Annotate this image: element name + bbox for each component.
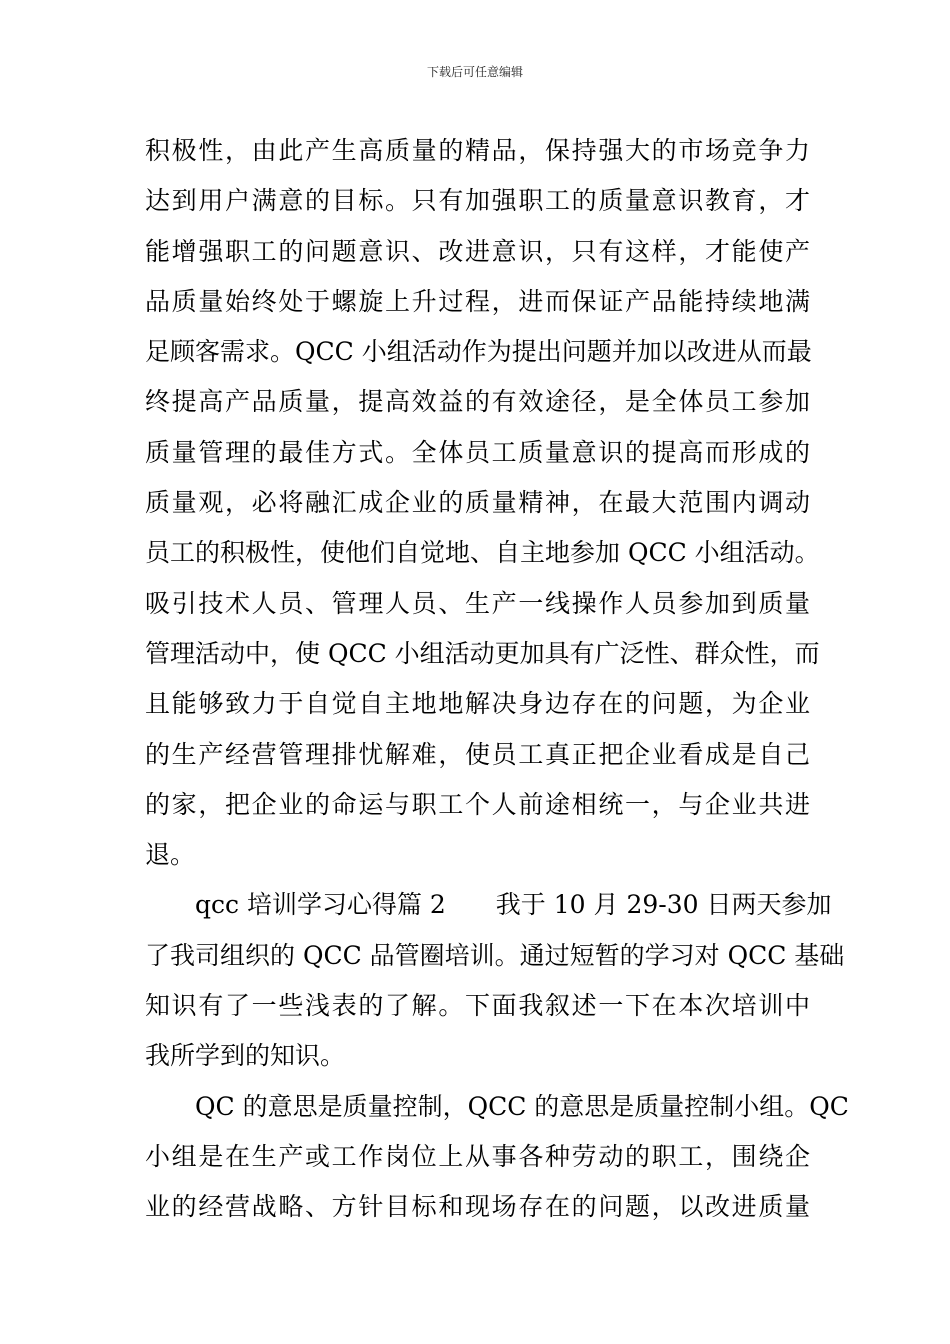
- paragraph-2: [145, 880, 845, 1081]
- document-body: [145, 126, 849, 1233]
- text-line: 我所学到的知识。: [145, 1041, 346, 1071]
- text-line: 吸引技术人员、管理人员、生产一线操作人员参加到质量: [145, 588, 810, 618]
- text-line: 小组是在生产或工作岗位上从事各种劳动的职工，围绕企: [145, 1141, 810, 1171]
- page-header: 下载后可任意编辑: [426, 65, 523, 79]
- text-line: 足顾客需求。QCC 小组活动作为提出问题并加以改进从而最: [145, 337, 812, 367]
- text-line: 质量管理的最佳方式。全体员工质量意识的提高而形成的: [145, 437, 810, 467]
- text-line: 管理活动中，使 QCC 小组活动更加具有广泛性、群众性，而: [145, 638, 820, 668]
- text-line: 退。: [145, 840, 196, 870]
- text-line: 了我司组织的 QCC 品管圈培训。通过短暂的学习对 QCC 基础: [145, 940, 845, 970]
- text-line: QC 的意思是质量控制，QCC 的意思是质量控制小组。QC: [195, 1091, 849, 1121]
- text-line: 业的经营战略、方针目标和现场存在的问题，以改进质量: [145, 1192, 810, 1222]
- text-line: 终提高产品质量，提高效益的有效途径，是全体员工参加: [145, 387, 810, 417]
- text-line: qcc 培训学习心得篇 2 我于 10 月 29-30 日两天参加: [195, 890, 832, 920]
- text-line: 且能够致力于自觉自主地地解决身边存在的问题，为企业: [145, 689, 810, 719]
- text-line: 质量观，必将融汇成企业的质量精神，在最大范围内调动: [145, 488, 810, 518]
- paragraph-1: [145, 126, 820, 880]
- text-line: 的生产经营管理排忧解难，使员工真正把企业看成是自己: [145, 739, 810, 769]
- text-line: 员工的积极性，使他们自觉地、自主地参加 QCC 小组活动。: [145, 538, 820, 568]
- text-line: 的家，把企业的命运与职工个人前途相统一，与企业共进: [145, 789, 810, 819]
- text-line: 品质量始终处于螺旋上升过程，进而保证产品能持续地满: [145, 286, 810, 316]
- text-line: 达到用户满意的目标。只有加强职工的质量意识教育，才: [145, 186, 810, 216]
- text-line: 积极性，由此产生高质量的精品，保持强大的市场竞争力: [145, 136, 810, 165]
- text-line: 能增强职工的问题意识、改进意识，只有这样，才能使产: [145, 236, 810, 266]
- paragraph-3: [145, 1082, 849, 1233]
- text-line: 知识有了一些浅表的了解。下面我叙述一下在本次培训中: [145, 991, 810, 1021]
